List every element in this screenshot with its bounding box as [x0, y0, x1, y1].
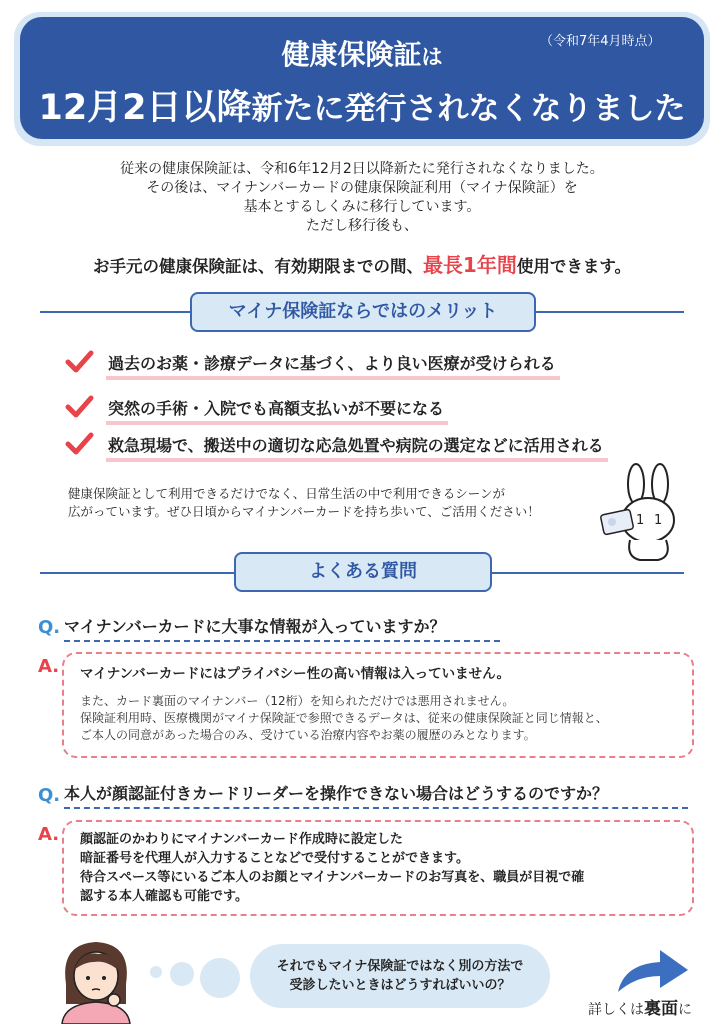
question-marker: Q.	[38, 785, 61, 806]
merit-text: 過去のお薬・診療データに基づく、より良い医療が受けられる	[106, 351, 560, 380]
highlight-post: 使用できます。	[516, 257, 632, 276]
title-date: 12月2日以降	[38, 88, 252, 128]
thought-dot	[170, 962, 194, 986]
answer-line: 待合スペース等にいるご本人のお顔とマイナンバーカードのお写真を、職員が目視で確	[80, 870, 585, 885]
thought-dot	[150, 966, 162, 978]
thought-dot	[200, 958, 240, 998]
page-title-line2	[0, 80, 724, 130]
title-suffix: は	[421, 45, 443, 69]
merits-note	[68, 485, 540, 521]
more-post: に	[678, 1002, 692, 1018]
mascot-rabbit-icon	[596, 462, 690, 566]
see-back-link[interactable]	[588, 994, 692, 1019]
merit-text: 突然の手術・入院でも高額支払いが不要になる	[106, 396, 448, 425]
answer-line: また、カード裏面のマイナンバー（12桁）を知られただけでは悪用されません。	[80, 694, 515, 708]
bubble-line: それでもマイナ保険証ではなく別の方法で	[276, 959, 524, 974]
highlight-pre: お手元の健康保険証は、有効期限までの間、	[92, 257, 423, 276]
note-line: 健康保険証として利用できるだけでなく、日常生活の中で利用できるシーンが	[68, 486, 506, 501]
faq-answer-body	[80, 830, 584, 906]
answer-line: 認する本人確認も可能です。	[80, 889, 248, 904]
faq-question: 本人が顔認証付きカードリーダーを操作できない場合はどうするのですか？	[64, 781, 688, 809]
intro-text	[0, 160, 724, 236]
more-bold: 裏面	[644, 999, 678, 1019]
answer-line: ご本人の同意があった場合のみ、受けている治療内容やお薬の履歴のみとなります。	[80, 728, 536, 742]
intro-line: 従来の健康保険証は、令和6年12月2日以降新たに発行されなくなりました。	[120, 161, 604, 177]
svg-text:1: 1	[636, 513, 645, 528]
svg-text:1: 1	[654, 513, 663, 528]
faq-answer-body	[80, 693, 608, 744]
answer-line: 暗証番号を代理人が入力することなどで受付することができます。	[80, 851, 469, 866]
answer-marker: A.	[38, 656, 60, 677]
faq-heading: よくある質問	[234, 552, 492, 592]
faq-answer-strong: マイナンバーカードにはプライバシー性の高い情報は入っていません。	[80, 666, 510, 682]
check-icon	[64, 347, 94, 377]
thought-bubble	[250, 944, 550, 1008]
faq-question: マイナンバーカードに大事な情報が入っていますか？	[64, 614, 500, 642]
intro-line: その後は、マイナンバーカードの健康保険証利用（マイナ保険証）を	[146, 180, 578, 196]
validity-highlight	[0, 249, 724, 278]
check-icon	[64, 392, 94, 422]
merit-text: 救急現場で、搬送中の適切な応急処置や病院の選定などに活用される	[106, 433, 608, 462]
question-marker: Q.	[38, 617, 61, 638]
note-line: 広がっています。ぜひ日頃からマイナンバーカードを持ち歩いて、ご活用ください！	[68, 504, 540, 519]
curved-arrow-icon	[612, 944, 692, 996]
check-icon	[64, 429, 94, 459]
intro-line: ただし移行後も、	[306, 218, 418, 234]
intro-line: 基本とするしくみに移行しています。	[243, 199, 481, 215]
highlight-red: 最長1年間	[422, 253, 517, 277]
answer-marker: A.	[38, 824, 60, 845]
title-main: 健康保険証	[281, 38, 422, 71]
bubble-line: 受診したいときはどうすればいいの？	[289, 978, 511, 993]
title-rest: 新たに発行されなくなりました	[251, 91, 686, 127]
answer-line: 保険証利用時、医療機関がマイナ保険証で参照できるデータは、従来の健康保険証と同じ情報と、	[80, 711, 608, 725]
answer-line: 顔認証のかわりにマイナンバーカード作成時に設定した	[80, 832, 403, 847]
merits-heading: マイナ保険証ならではのメリット	[190, 292, 536, 332]
more-pre: 詳しくは	[588, 1002, 644, 1018]
as-of-date: （令和7年4月時点）	[540, 34, 661, 49]
page-title-line1	[0, 33, 724, 73]
thinking-woman-icon	[54, 934, 138, 1024]
